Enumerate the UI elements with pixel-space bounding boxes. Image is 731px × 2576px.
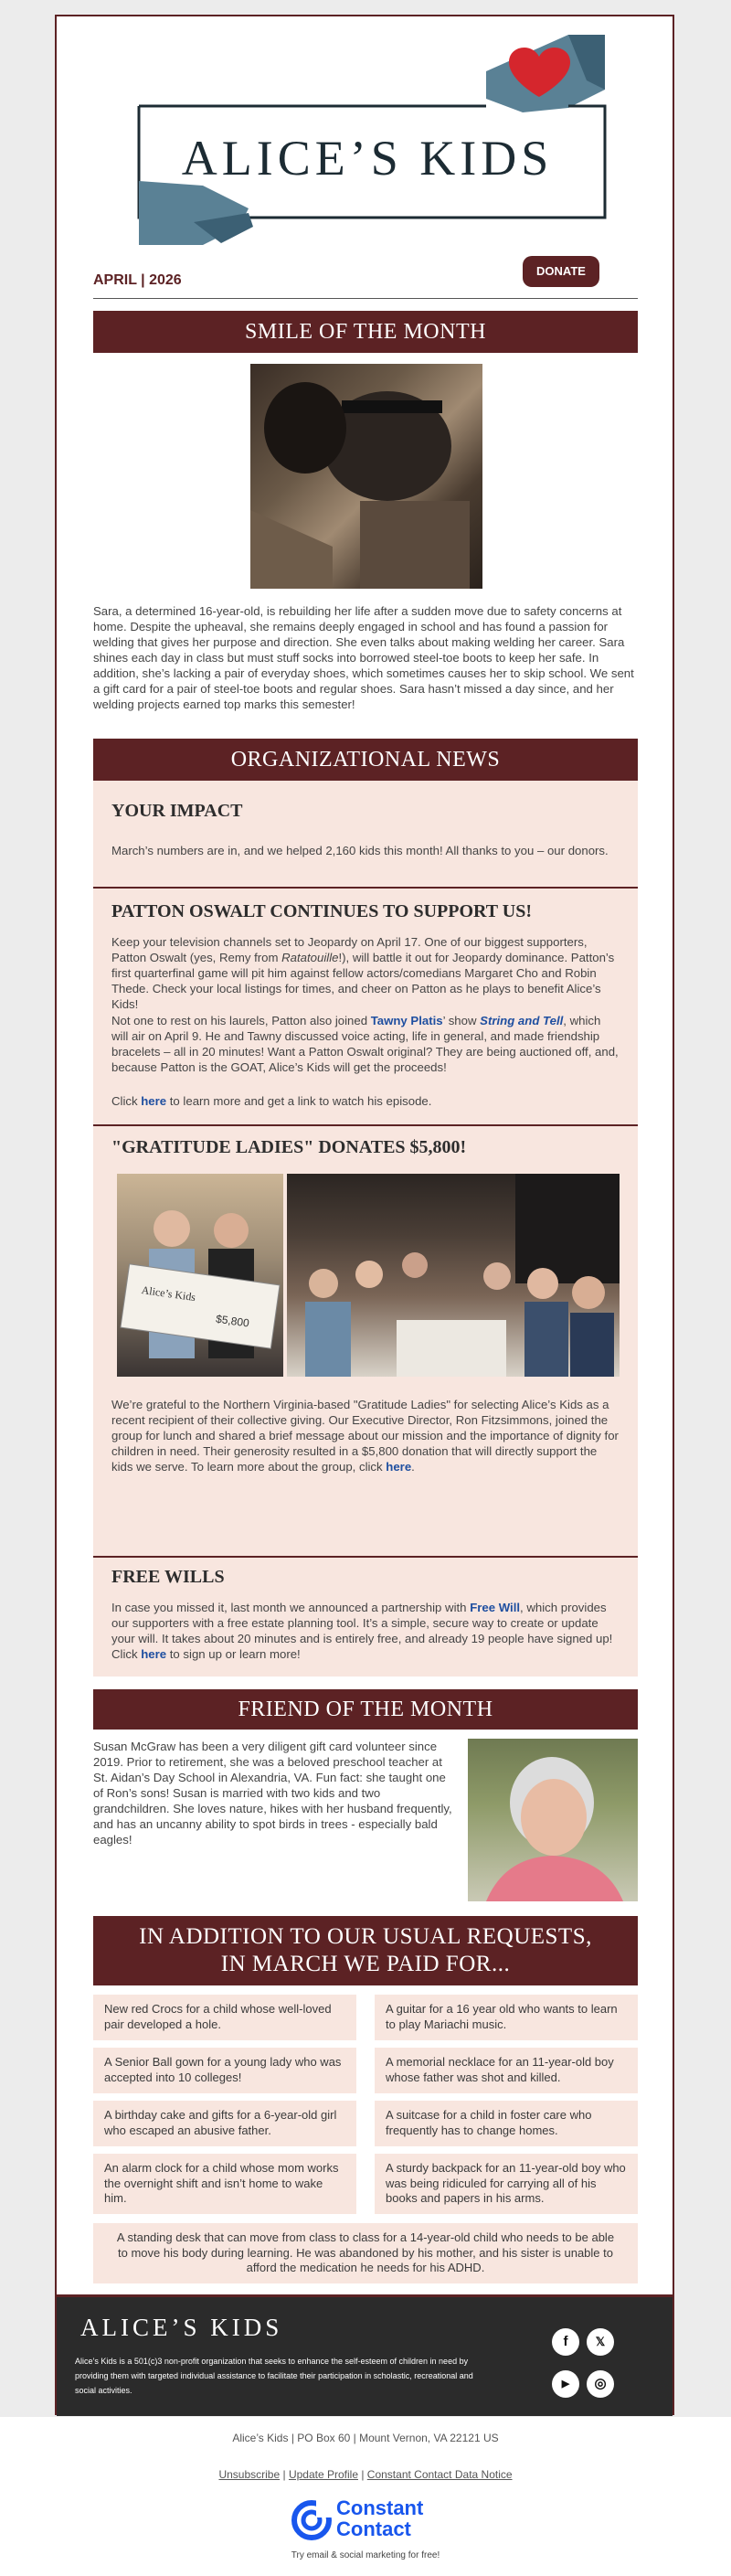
footer-block — [57, 2294, 673, 2416]
paid-title-line-2: IN MARCH WE PAID FOR... — [220, 1952, 511, 1976]
youtube-icon[interactable]: ▶ — [552, 2370, 579, 2398]
impact-block — [93, 781, 638, 887]
logo-text: ALICE’S KIDS — [181, 131, 554, 186]
impact-title: YOUR IMPACT — [111, 801, 243, 821]
unsubscribe-link[interactable]: Unsubscribe — [218, 2468, 281, 2481]
friend-text: Susan McGraw has been a very diligent gift card volunteer since 2019. Prior to retirement, she was a beloved preschool teacher at St. Aidan’s Day School in Alexandria, VA. Fun fact: she taught one of Ron’s sons! Susan is married with two kids and two grandchildren. She loves nature, hikes with her husband frequently, and has an uncanny ability to spot birds in trees - especially bald eagles! — [93, 1740, 452, 1847]
patton-paragraph-1: Keep your television channels set to Jeopardy on April 17. One of our biggest supporters, Patton Oswalt (yes, Remy from Ratatouille!), will battle it out for Jeopardy dominance. Patton’s first quarterfinal game will pit him against fellow actors/comedians Margaret Cho and Robin Thede. Check your local listings for times, and cheer on Patton as he plays to benefit Alice’s Kids! — [111, 935, 615, 1011]
paid-header — [93, 1916, 638, 1985]
smile-header: SMILE OF THE MONTH — [93, 311, 638, 353]
check-payee: Alice’s Kids — [140, 1283, 196, 1304]
paid-item: A birthday cake and gifts for a 6-year-old girl who escaped an abusive father. — [93, 2101, 356, 2146]
friend-header: FRIEND OF THE MONTH — [93, 1689, 638, 1730]
brand-line-1: Constant — [336, 2496, 424, 2519]
facebook-icon[interactable]: f — [552, 2328, 579, 2356]
newsletter-card — [55, 15, 674, 2415]
gratitude-here-link[interactable]: here — [386, 1460, 412, 1474]
issue-date: APRIL | 2026 — [93, 272, 182, 288]
paid-item: An alarm clock for a child whose mom works the overnight shift and isn’t home to wake him. — [93, 2154, 356, 2214]
paid-item: A guitar for a 16 year old who wants to learn to play Mariachi music. — [375, 1995, 638, 2040]
string-and-tell-link[interactable]: String and Tell — [480, 1014, 564, 1027]
header-divider — [93, 298, 638, 299]
brand-tagline: Try email & social marketing for free! — [291, 2550, 440, 2560]
free-will-link[interactable]: Free Will — [470, 1601, 521, 1614]
smile-text: Sara, a determined 16-year-old, is rebuilding her life after a sudden move due to safety concerns at home. Despite the upheaval, she remains deeply engaged in school and has found a passion for welding that gives her purpose and direction. She even talks about making welding her career. Sara shines each day in class but must stuff socks into borrowed steel-toe boots to keep her safe. In addition, she’s lacking a pair of everyday shoes, which sometimes causes her to skip school. We sent a gift card for a pair of steel-toe boots and regular shoes. Sara hasn’t missed a day since, and her welding projects earned top marks this semester! — [93, 604, 634, 711]
instagram-icon[interactable]: ◎ — [587, 2370, 614, 2398]
x-icon[interactable]: 𝕏 — [587, 2328, 614, 2356]
brand-line-2: Contact — [336, 2517, 411, 2540]
wills-block — [93, 1558, 638, 1677]
smile-photo — [250, 364, 482, 589]
footer-logo[interactable]: ALICE’S KIDS — [80, 2314, 283, 2341]
constant-contact-logo[interactable] — [291, 2497, 455, 2543]
check-amount: $5,800 — [215, 1312, 250, 1330]
paid-item: A sturdy backpack for an 11-year-old boy who was being ridiculed for carrying all of his books and papers in his arms. — [375, 2154, 638, 2214]
paid-item: New red Crocs for a child whose well-loved pair developed a hole. — [93, 1995, 356, 2040]
wills-title: FREE WILLS — [111, 1567, 225, 1587]
patton-paragraph-3: Click here to learn more and get a link to watch his episode. — [111, 1094, 432, 1108]
impact-text: March’s numbers are in, and we helped 2,160 kids this month! All thanks to you – our donors. — [111, 844, 609, 857]
patton-here-link[interactable]: here — [141, 1094, 167, 1108]
gratitude-text: We’re grateful to the Northern Virginia-based "Gratitude Ladies" for selecting Alice’s Kids as a recent recipient of their collective giving. Our Executive Director, Ron Fitzsimmons, joined the group for lunch and shared a brief message about our mission and the importance of dignity for children in need. Their generosity resulted in a $5,800 donation that will directly support the kids we serve. To learn more about the group, click here. — [111, 1398, 619, 1474]
donate-button[interactable]: DONATE — [523, 256, 599, 287]
patton-block — [93, 889, 638, 1124]
wills-text: In case you missed it, last month we announced a partnership with Free Will, which provides our supporters with a free estate planning tool. It’s a simple, secure way to create or update your will. It takes about 20 minutes and is entirely free, and already 19 people have signed up! Click here to sign up or learn more! — [111, 1601, 613, 1661]
constant-contact-icon — [291, 2499, 333, 2541]
wills-here-link[interactable]: here — [141, 1647, 167, 1661]
footer-address: Alice’s Kids | PO Box 60 | Mount Vernon, VA 22121 US — [232, 2432, 499, 2444]
gratitude-title: "GRATITUDE LADIES" DONATES $5,800! — [111, 1137, 467, 1157]
patton-paragraph-2: Not one to rest on his laurels, Patton also joined Tawny Platis’ show String and Tell, which will air on April 9. He and Tawny discussed voice acting, life in general, and made friendship bracelets – all in 20 minutes! Want a Patton Oswalt original? They are being auctioned off, and, because Patton is the GOAT, Alice’s Kids will get the proceeds! — [111, 1014, 619, 1074]
logo[interactable] — [93, 26, 638, 254]
gratitude-block — [93, 1126, 638, 1556]
footer-links: Unsubscribe | Update Profile | Constant Contact Data Notice — [218, 2468, 513, 2481]
patton-title: PATTON OSWALT CONTINUES TO SUPPORT US! — [111, 901, 532, 921]
tawny-platis-link[interactable]: Tawny Platis — [370, 1014, 443, 1027]
paid-item: A suitcase for a child in foster care who frequently has to change homes. — [375, 2101, 638, 2146]
footer-mission: Alice’s Kids is a 501(c)3 non-profit organization that seeks to enhance the self-esteem of children in need by providing them with targeted individual assistance to facilitate their participation in scholastic, recreational and social activities. — [75, 2357, 473, 2395]
paid-item-wide: A standing desk that can move from class to class for a 14-year-old child who needs to be able to move his body during learning. He was abandoned by his mother, and his sister is unable to afford the medication he needs for his ADHD. — [93, 2223, 638, 2283]
gratitude-photo-check — [117, 1174, 283, 1377]
gratitude-photo-group — [287, 1174, 620, 1377]
paid-item: A Senior Ball gown for a young lady who was accepted into 10 colleges! — [93, 2048, 356, 2093]
page-footer — [0, 2417, 731, 2576]
friend-photo — [468, 1739, 638, 1901]
data-notice-link[interactable]: Constant Contact Data Notice — [366, 2468, 513, 2481]
paid-title-line-1: IN ADDITION TO OUR USUAL REQUESTS, — [139, 1924, 592, 1949]
update-profile-link[interactable]: Update Profile — [288, 2468, 358, 2481]
paid-item: A memorial necklace for an 11-year-old boy whose father was shot and killed. — [375, 2048, 638, 2093]
org-news-header: ORGANIZATIONAL NEWS — [93, 739, 638, 781]
